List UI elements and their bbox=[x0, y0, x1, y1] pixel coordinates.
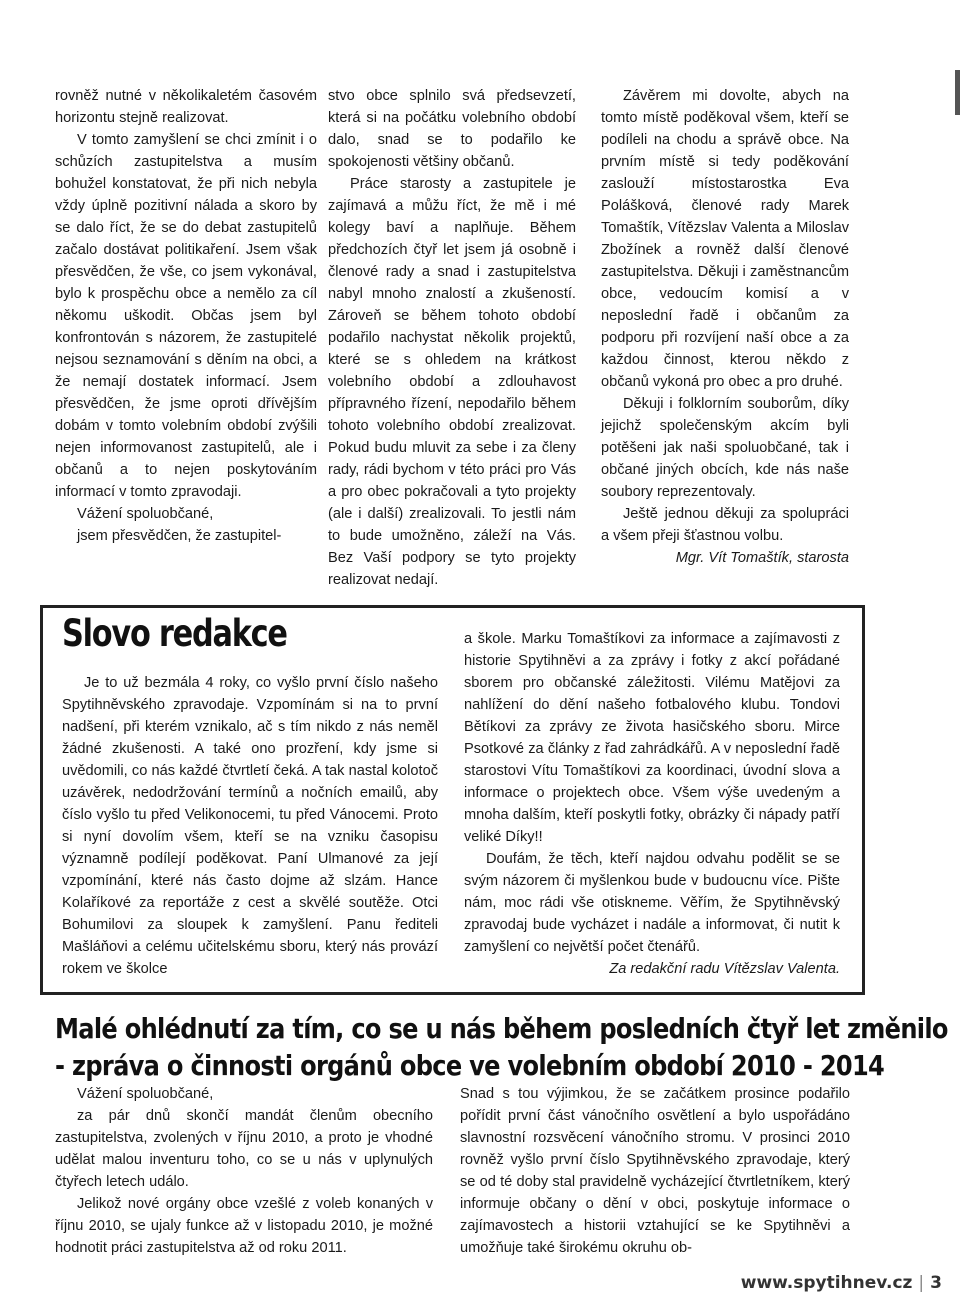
editorial-right-text-1: a škole. Marku Tomaštíkovi za informace a zajímavosti z historie Spytihněvi a za zprávy i fotky z akcí pořádané sborem pro občanské záležitosti. Vilému Matějovi za nahlížení do dění našeho fotbalového klubu. Tondovi Bětíkovi za zprávy ze života hasičského sboru. Mirce Psotkové za články z řad zahrádkářů. A v neposlední řadě starostovi Vítu Tomaštíkovi za koordinaci, úvodní slova a informace o projektech obce. Všem výše uvedeným a mnoha dalším, kteří poskytli fotky, obrázky či nápady patří veliké Díky!! bbox=[464, 631, 840, 845]
editorial-title: Slovo redakce bbox=[62, 612, 287, 655]
col1-paragraph-1: rovněž nutné v několikaletém časovém horizontu stejně realizovat. bbox=[55, 88, 317, 126]
page-number: 3 bbox=[930, 1273, 942, 1293]
col3-paragraph-1: Závěrem mi dovolte, abych na tomto místě poděkoval všem, kteří se podíleli na chodu a správě obce. Na prvním místě si tedy poděkování zaslouží místostarostka Eva Polášková, členové rady Marek Tomaštík, Vítězslav Valenta a Miloslav Zbožínek a rovněž další členové zastupitelstva. Děkuji i zaměstnancům obce, vedoucím komisí a v neposlední řadě i občanům za podporu při rozvíjení naší obce a za každou činnost, kterou někdo z občanů vykoná pro obec a pro druhé. bbox=[601, 88, 849, 390]
column-1 bbox=[55, 85, 317, 547]
col1-greeting: Vážení spoluobčané, bbox=[77, 506, 214, 522]
editorial-right-column bbox=[464, 628, 840, 980]
article-left-column bbox=[55, 1083, 433, 1259]
col1-paragraph-3: jsem přesvědčen, že zastupitel- bbox=[77, 528, 282, 544]
footer-website: www.spytihnev.cz bbox=[740, 1273, 913, 1293]
page-edge-marker bbox=[955, 70, 960, 115]
editorial-left-text: Je to už bezmála 4 roky, co vyšlo první číslo našeho Spytihněvského zpravodaje. Vzpomínám si na to první nadšení, při kterém vznikalo, ač s tím nikdo z nás neměl žádné zkušenosti. A také ono prozření, kdy jsme si uvědomili, co nás každé čtvrtletí čeká. A tak nastal kolotoč uzávěrek, nedodržování termínů a nočních emailů, aby číslo vyšlo tu před Velikonocemi, tu před Vánocemi. Proto si nyní dovolím všem, kteří se na vzniku časopisu významně podílejí poděkovat. Paní Ulmanové za její vzpomínání, které nás často dojme až slzám. Hance Kolaříkové za reportáže z cest a skvělé soutěže. Otci Bohumilovi za sloupek k zamyšlení. Panu řediteli Mašláňovi a celému učitelskému sboru, který nás provází rokem ve školce bbox=[62, 675, 438, 977]
editorial-left-column bbox=[62, 672, 438, 980]
col3-signature: Mgr. Vít Tomaštík, starosta bbox=[675, 550, 849, 566]
article-left-paragraph-1: za pár dnů skončí mandát členům obecního zastupitelstva, zvolených v říjnu 2010, a proto je vhodné udělat malou inventuru toho, co se u nás v uplynulých čtyřech letech událo. bbox=[55, 1108, 433, 1190]
article-greeting: Vážení spoluobčané, bbox=[77, 1086, 214, 1102]
col3-paragraph-3: Ještě jednou děkuji za spolupráci a všem přeji šťastnou volbu. bbox=[601, 506, 849, 544]
article-headline bbox=[55, 1010, 948, 1084]
column-2 bbox=[328, 85, 576, 591]
editorial-right-text-2: Doufám, že těch, kteří najdou odvahu podělit se se svým názorem či myšlenkou bude v budoucnu více. Pište nám, moc rádi vše otiskneme. Věřím, že Spytihněvský zpravodaj bude vycházet i nadále a informovat, či nutit k zamyšlení co největší počet čtenářů. bbox=[464, 851, 840, 955]
article-right-paragraph-1: Snad s tou výjimkou, že se začátkem prosince podařilo pořídit první část vánočního osvětlení a bylo uspořádáno slavnostní rozsvěcení vánočního stromu. V prosinci 2010 rovněž vyšlo první číslo Spytihněvského zpravodaje, který se od té doby stal pravidelně vycházející čtvrtletníkem, který informuje občany o dění v obci, poskytuje informace o zajímavostech a historii vztahující se ke Spytihněvi a umožňuje také širokému okruhu ob- bbox=[460, 1086, 850, 1256]
editorial-signature: Za redakční radu Vítězslav Valenta. bbox=[609, 961, 840, 977]
col2-paragraph-1: stvo obce splnilo svá předsevzetí, která si na počátku volebního období dalo, snad se to podařilo ke spokojenosti většiny občanů. bbox=[328, 88, 576, 170]
article-left-paragraph-2: Jelikož nové orgány obce vzešlé z voleb konaných v říjnu 2010, se ujaly funkce až v listopadu 2010, je možné hodnotit práci zastupitelstva až od roku 2011. bbox=[55, 1196, 433, 1256]
page-footer bbox=[741, 1273, 942, 1293]
footer-separator: | bbox=[918, 1273, 925, 1293]
article-right-column bbox=[460, 1083, 850, 1259]
article-headline-line-1: Malé ohlédnutí za tím, co se u nás během posledních čtyř let změnilo bbox=[55, 1012, 948, 1045]
col3-paragraph-2: Děkuji i folklorním souborům, díky jejichž společenským akcím byli potěšeni jak naši spoluobčané, tak i občané jiných obcích, kde nás naše soubory reprezentovaly. bbox=[601, 396, 849, 500]
col2-paragraph-2: Práce starosty a zastupitele je zajímavá a můžu říct, že mě i mé kolegy baví a naplňuje. Během předchozích čtyř let jsem já osobně i členové rady a snad i zastupitelstva nabyl mnoho znalostí a zkušeností. Zároveň se během tohoto období podařilo nachystat několik projektů, které se s ohledem na krátkost volebního období a zdlouhavost přípravného řízení, nepodařilo během tohoto volebního období zrealizovat. Pokud budu mluvit za sebe i za členy rady, rádi bychom v této práci pro Vás a pro obec pokračovali a tyto projekty (ale i další) zrealizovali. To jestli nám to bude umožněno, záleží na Vás. Bez Vaší podpory se tyto projekty realizovat nedají. bbox=[328, 176, 576, 588]
col1-paragraph-2: V tomto zamyšlení se chci zmínit i o schůzích zastupitelstva a musím bohužel konstatovat, že při nich nebyla vždy úplně pozitivní nálada a skoro by se dalo říct, že se do debat zastupitelů začalo dostávat politikaření. Jsem však přesvědčen, že vše, co jsem vykonával, bylo k prospěchu obce a nemělo za cíl někomu uškodit. Občas jsem byl konfrontován s názorem, že zastupitelé nejsou seznamování s děním na obci, a že nemají dostatek informací. Jsem přesvědčen, že jsme oproti dřívějším dobám v tomto volebním období zvýšili nejen informovanost zastupitelů, ale i občanů a to nejen poskytováním informací v tomto zpravodaji. bbox=[55, 132, 317, 500]
article-headline-line-2: - zpráva o činnosti orgánů obce ve volebním období 2010 - 2014 bbox=[55, 1049, 885, 1082]
column-3 bbox=[601, 85, 849, 569]
